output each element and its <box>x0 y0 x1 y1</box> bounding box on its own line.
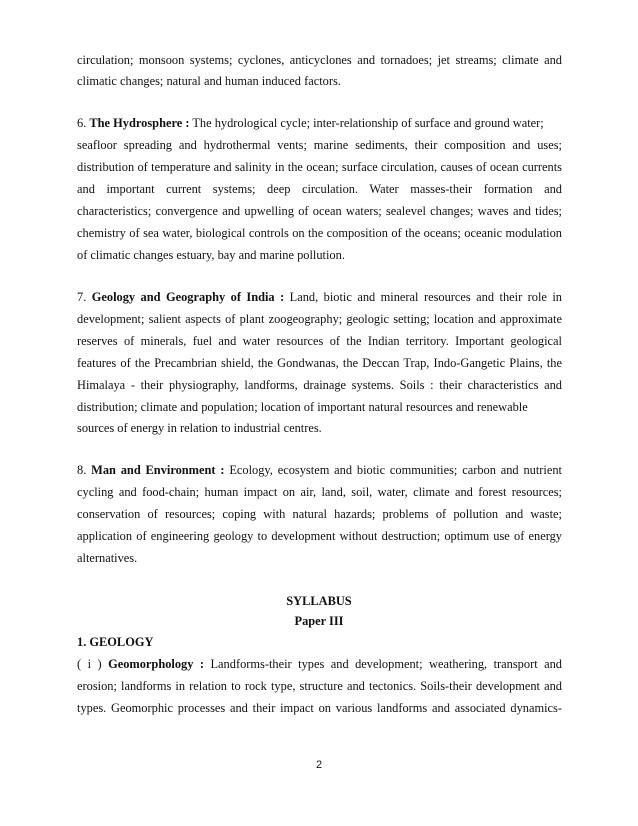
paragraph-line: types. Geomorphic processes and their impact on various landforms and associated dynamics- <box>77 701 562 715</box>
geology-heading: 1. GEOLOGY <box>77 635 154 649</box>
paragraph-line: features of the Precambrian shield, the Gondwanas, the Deccan Trap, Indo-Gangetic Plains, the <box>77 356 562 370</box>
paragraph-line: distribution; climate and population; location of important natural resources and renewable <box>77 400 528 414</box>
section-text: Ecology, ecosystem and biotic communities; carbon and nutrient <box>229 463 562 477</box>
section-number: 8. <box>77 463 87 477</box>
paragraph-line: and important current systems; deep circulation. Water masses-their formation and <box>77 182 562 196</box>
section-number: ( i ) <box>77 657 102 671</box>
section-text: The hydrological cycle; inter-relationship of surface and ground water; <box>192 116 544 130</box>
paragraph-line: of climatic changes estuary, bay and marine pollution. <box>77 248 345 262</box>
section-number: 6. <box>77 116 87 130</box>
paragraph-line: reserves of minerals, fuel and water resources of the Indian territory. Important geological <box>77 334 562 348</box>
geomorphology-first-line <box>77 656 562 672</box>
section-6-first-line <box>77 115 562 131</box>
paragraph-line: cycling and food-chain; human impact on air, land, soil, water, climate and forest resources; <box>77 485 562 499</box>
section-7-first-line <box>77 289 562 305</box>
paragraph-line: development; salient aspects of plant zoogeography; geologic setting; location and approximate <box>77 312 562 326</box>
paragraph-line: application of engineering geology to development without destruction; optimum use of energy <box>77 529 562 543</box>
paragraph-line: climatic changes; natural and human induced factors. <box>77 74 341 88</box>
section-text: Land, biotic and mineral resources and their role in <box>289 290 562 304</box>
section-number: 7. <box>77 290 87 304</box>
paragraph-line: distribution of temperature and salinity in the ocean; surface circulation, causes of ocean currents <box>77 160 562 174</box>
paragraph-line: conservation of resources; coping with natural hazards; problems of pollution and waste; <box>77 507 562 521</box>
paragraph-line: chemistry of sea water, biological controls on the composition of the oceans; oceanic modulation <box>77 226 562 240</box>
paragraph-line: sources of energy in relation to industrial centres. <box>77 421 322 435</box>
paragraph-line: alternatives. <box>77 551 138 565</box>
section-title: Geology and Geography of India : <box>91 290 285 304</box>
section-title: Geomorphology : <box>108 657 205 671</box>
page-number: 2 <box>315 759 323 771</box>
section-title: Man and Environment : <box>91 463 225 477</box>
paragraph-line: Himalaya - their physiography, landforms, drainage systems. Soils : their characteristics and <box>77 378 562 392</box>
paper-heading: Paper III <box>294 614 344 628</box>
paragraph-line: characteristics; convergence and upwelling of ocean waters; sealevel changes; waves and tides; <box>77 204 562 218</box>
section-text: Landforms-their types and development; weathering, transport and <box>210 657 562 671</box>
section-title: The Hydrosphere : <box>89 116 190 130</box>
paragraph-line: seafloor spreading and hydrothermal vents; marine sediments, their composition and uses; <box>77 138 562 152</box>
syllabus-heading: SYLLABUS <box>286 594 352 608</box>
paragraph-line: circulation; monsoon systems; cyclones, anticyclones and tornadoes; jet streams; climate and <box>77 53 562 67</box>
paragraph-line: erosion; landforms in relation to rock type, structure and tectonics. Soils-their development and <box>77 679 562 693</box>
section-8-first-line <box>77 462 562 478</box>
